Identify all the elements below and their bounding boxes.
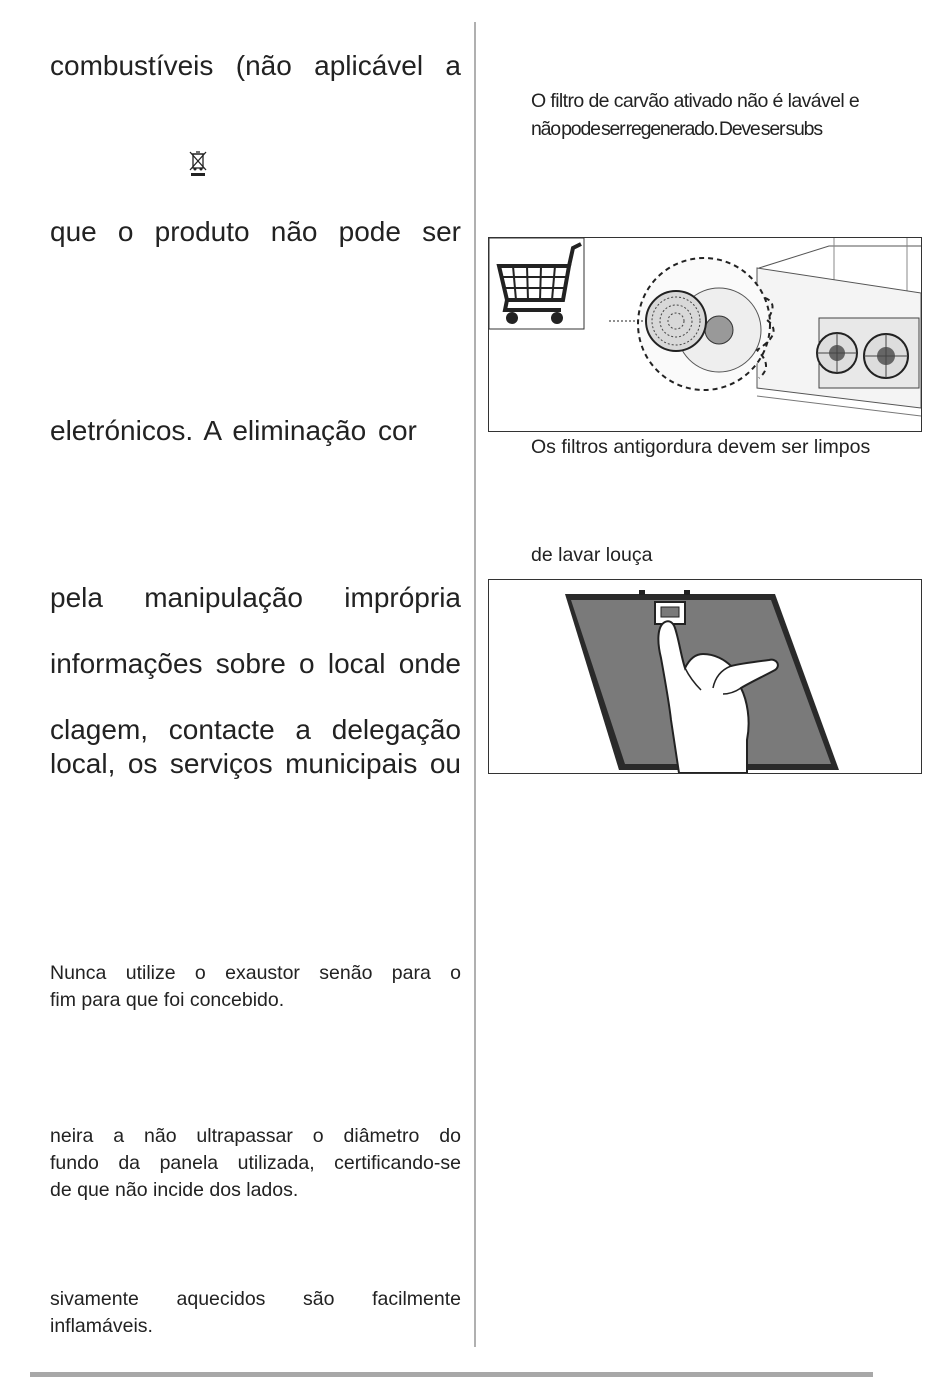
- paragraph-flame-line: fundo da panela utilizada, certificando-se: [50, 1152, 461, 1174]
- hood-illustration: [757, 238, 921, 416]
- weee-bin-icon: [188, 150, 208, 178]
- left-line-clagem: clagem, contacte a delegação: [50, 714, 461, 745]
- paragraph-oil-line: inflamáveis.: [50, 1315, 153, 1337]
- paragraph-oil: [50, 1286, 461, 1340]
- carbon-filter-figure: [488, 237, 922, 432]
- left-line-local: local, os serviços municipais ou: [50, 748, 461, 779]
- paragraph-usage-line: fim para que foi concebido.: [50, 989, 285, 1011]
- paragraph-usage-line: Nunca utilize o exaustor senão para o: [50, 962, 461, 984]
- grease-filter-figure: [488, 579, 922, 774]
- carbon-filter-detail: [609, 258, 774, 390]
- paragraph-flame-line: neira a não ultrapassar o diâmetro do: [50, 1125, 461, 1147]
- left-line-manipulacao: pela manipulação imprópria: [50, 582, 461, 613]
- footer-rule: [30, 1372, 873, 1377]
- left-line-eletronicos: eletrónicos. A eliminação cor: [50, 415, 417, 446]
- left-line-combustiveis: combustíveis (não aplicável a: [50, 50, 461, 81]
- paragraph-oil-line: sivamente aquecidos são facilmente: [50, 1288, 461, 1310]
- column-divider: [474, 22, 476, 1347]
- grease-filter-text: Os filtros antigordura devem ser limpos: [531, 436, 871, 458]
- dishwasher-text: de lavar louça: [531, 544, 653, 566]
- paragraph-flame-line: de que não incide dos lados.: [50, 1179, 299, 1201]
- left-line-produto: que o produto não pode ser: [50, 216, 461, 247]
- paragraph-flame: [50, 1123, 461, 1204]
- shopping-cart-icon: [489, 238, 584, 329]
- paragraph-usage: [50, 960, 461, 1014]
- left-line-informacoes: informações sobre o local onde: [50, 648, 461, 679]
- carbon-filter-line: O filtro de carvão ativado não é lavável e: [531, 90, 860, 112]
- carbon-filter-line: não pode ser regenerado. Deve ser subs: [531, 118, 822, 140]
